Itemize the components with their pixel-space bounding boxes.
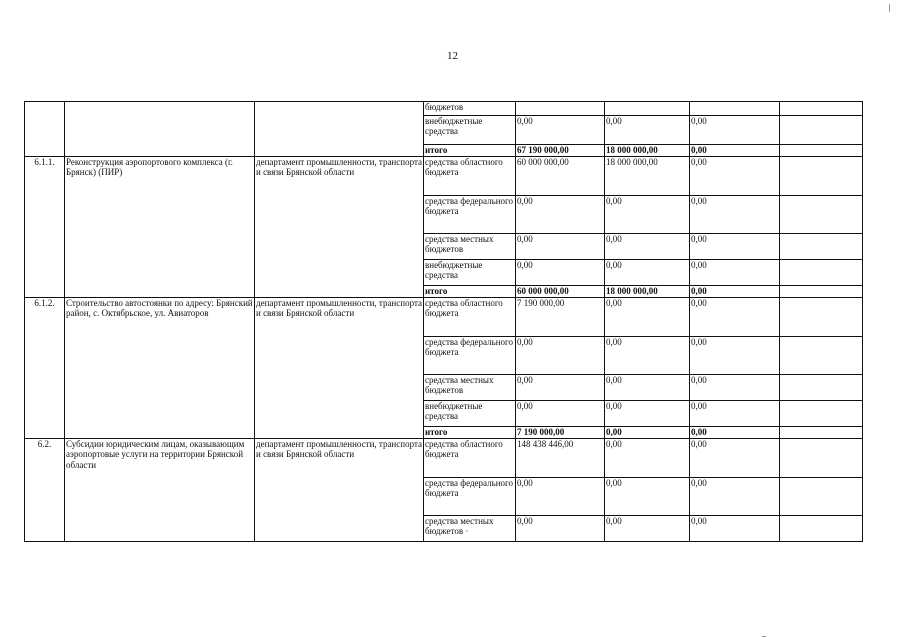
- amount-cell: 60 000 000,00: [516, 157, 605, 196]
- amount-cell: 0,00: [605, 234, 690, 260]
- amount-cell: 0,00: [690, 401, 780, 427]
- department-cell: департамент промышленности, транспорта и связи Брянской области: [255, 157, 424, 298]
- funding-source-cell: итого: [424, 427, 516, 439]
- table-row: [25, 102, 863, 116]
- amount-cell: 0,00: [516, 260, 605, 286]
- amount-cell: 0,00: [690, 375, 780, 401]
- amount-cell: 0,00: [690, 298, 780, 337]
- funding-source-cell: внебюджетные средства: [424, 116, 516, 145]
- amount-cell: [780, 260, 863, 286]
- amount-cell: 0,00: [605, 427, 690, 439]
- department-cell: департамент промышленности, транспорта и связи Брянской области: [255, 298, 424, 439]
- amount-cell: 0,00: [690, 516, 780, 542]
- amount-cell: 0,00: [605, 401, 690, 427]
- amount-cell: [780, 286, 863, 298]
- amount-cell: 0,00: [690, 116, 780, 145]
- budget-table-body: [25, 102, 863, 542]
- amount-cell: 0,00: [690, 337, 780, 375]
- amount-cell: [780, 427, 863, 439]
- budget-table: [24, 101, 863, 542]
- funding-source-cell: итого: [424, 145, 516, 157]
- amount-cell: 0,00: [690, 260, 780, 286]
- amount-cell: 0,00: [605, 116, 690, 145]
- amount-cell: 0,00: [690, 439, 780, 478]
- funding-source-cell: средства местных бюджетов: [424, 375, 516, 401]
- amount-cell: [780, 401, 863, 427]
- amount-cell: [780, 234, 863, 260]
- amount-cell: 148 438 446,00: [516, 439, 605, 478]
- funding-source-cell: бюджетов: [424, 102, 516, 116]
- amount-cell: 0,00: [516, 234, 605, 260]
- amount-cell: 0,00: [690, 157, 780, 196]
- amount-cell: 0,00: [516, 401, 605, 427]
- amount-cell: [690, 102, 780, 116]
- amount-cell: 0,00: [605, 478, 690, 516]
- funding-source-cell: итого: [424, 286, 516, 298]
- amount-cell: 18 000 000,00: [605, 157, 690, 196]
- funding-source-cell: средства областного бюджета: [424, 439, 516, 478]
- amount-cell: [780, 102, 863, 116]
- amount-cell: 67 190 000,00: [516, 145, 605, 157]
- funding-source-cell: средства федерального бюджета: [424, 196, 516, 234]
- amount-cell: 0,00: [516, 478, 605, 516]
- amount-cell: 0,00: [690, 427, 780, 439]
- amount-cell: 18 000 000,00: [605, 286, 690, 298]
- department-cell: департамент промышленности, транспорта и связи Брянской области: [255, 439, 424, 542]
- item-name-cell: [65, 102, 255, 157]
- scan-mark: [762, 636, 766, 637]
- amount-cell: 7 190 000,00: [516, 298, 605, 337]
- item-number-cell: 6.1.1.: [25, 157, 65, 298]
- amount-cell: 0,00: [605, 196, 690, 234]
- funding-source-cell: средства местных бюджетов: [424, 234, 516, 260]
- amount-cell: [780, 145, 863, 157]
- amount-cell: 0,00: [516, 375, 605, 401]
- funding-source-cell: внебюджетные средства: [424, 260, 516, 286]
- amount-cell: 18 000 000,00: [605, 145, 690, 157]
- amount-cell: [516, 102, 605, 116]
- amount-cell: 0,00: [516, 516, 605, 542]
- amount-cell: 0,00: [605, 260, 690, 286]
- amount-cell: [780, 196, 863, 234]
- amount-cell: [780, 439, 863, 478]
- amount-cell: 0,00: [690, 478, 780, 516]
- amount-cell: 60 000 000,00: [516, 286, 605, 298]
- table-row: [25, 157, 863, 196]
- amount-cell: 0,00: [605, 337, 690, 375]
- table-row: [25, 439, 863, 478]
- amount-cell: 0,00: [605, 516, 690, 542]
- amount-cell: [780, 157, 863, 196]
- funding-source-cell: средства федерального бюджета: [424, 337, 516, 375]
- amount-cell: [780, 478, 863, 516]
- amount-cell: 0,00: [605, 439, 690, 478]
- amount-cell: [780, 375, 863, 401]
- amount-cell: 0,00: [690, 286, 780, 298]
- table-row: [25, 298, 863, 337]
- amount-cell: [605, 102, 690, 116]
- amount-cell: [780, 516, 863, 542]
- funding-source-cell: средства федерального бюджета: [424, 478, 516, 516]
- funding-source-cell: средства местных бюджетов ·: [424, 516, 516, 542]
- item-name-cell: Строительство автостоянки по адресу: Брянский район, с. Октябрьское, ул. Авиаторов: [65, 298, 255, 439]
- item-number-cell: [25, 102, 65, 157]
- amount-cell: 0,00: [690, 145, 780, 157]
- department-cell: [255, 102, 424, 157]
- amount-cell: 0,00: [605, 298, 690, 337]
- amount-cell: 0,00: [690, 196, 780, 234]
- funding-source-cell: внебюджетные средства: [424, 401, 516, 427]
- amount-cell: 7 190 000,00: [516, 427, 605, 439]
- amount-cell: 0,00: [516, 337, 605, 375]
- page-number: 12: [447, 50, 458, 62]
- item-name-cell: Реконструкция аэропортового комплекса (г. Брянск) (ПИР): [65, 157, 255, 298]
- scan-mark: [889, 4, 890, 12]
- amount-cell: [780, 337, 863, 375]
- item-name-cell: Субсидии юридическим лицам, оказывающим аэропортовые услуги на территории Брянской области: [65, 439, 255, 542]
- amount-cell: [780, 116, 863, 145]
- funding-source-cell: средства областного бюджета: [424, 157, 516, 196]
- item-number-cell: 6.1.2.: [25, 298, 65, 439]
- amount-cell: 0,00: [516, 196, 605, 234]
- amount-cell: 0,00: [605, 375, 690, 401]
- funding-source-cell: средства областного бюджета: [424, 298, 516, 337]
- amount-cell: [780, 298, 863, 337]
- item-number-cell: 6.2.: [25, 439, 65, 542]
- amount-cell: 0,00: [516, 116, 605, 145]
- amount-cell: 0,00: [690, 234, 780, 260]
